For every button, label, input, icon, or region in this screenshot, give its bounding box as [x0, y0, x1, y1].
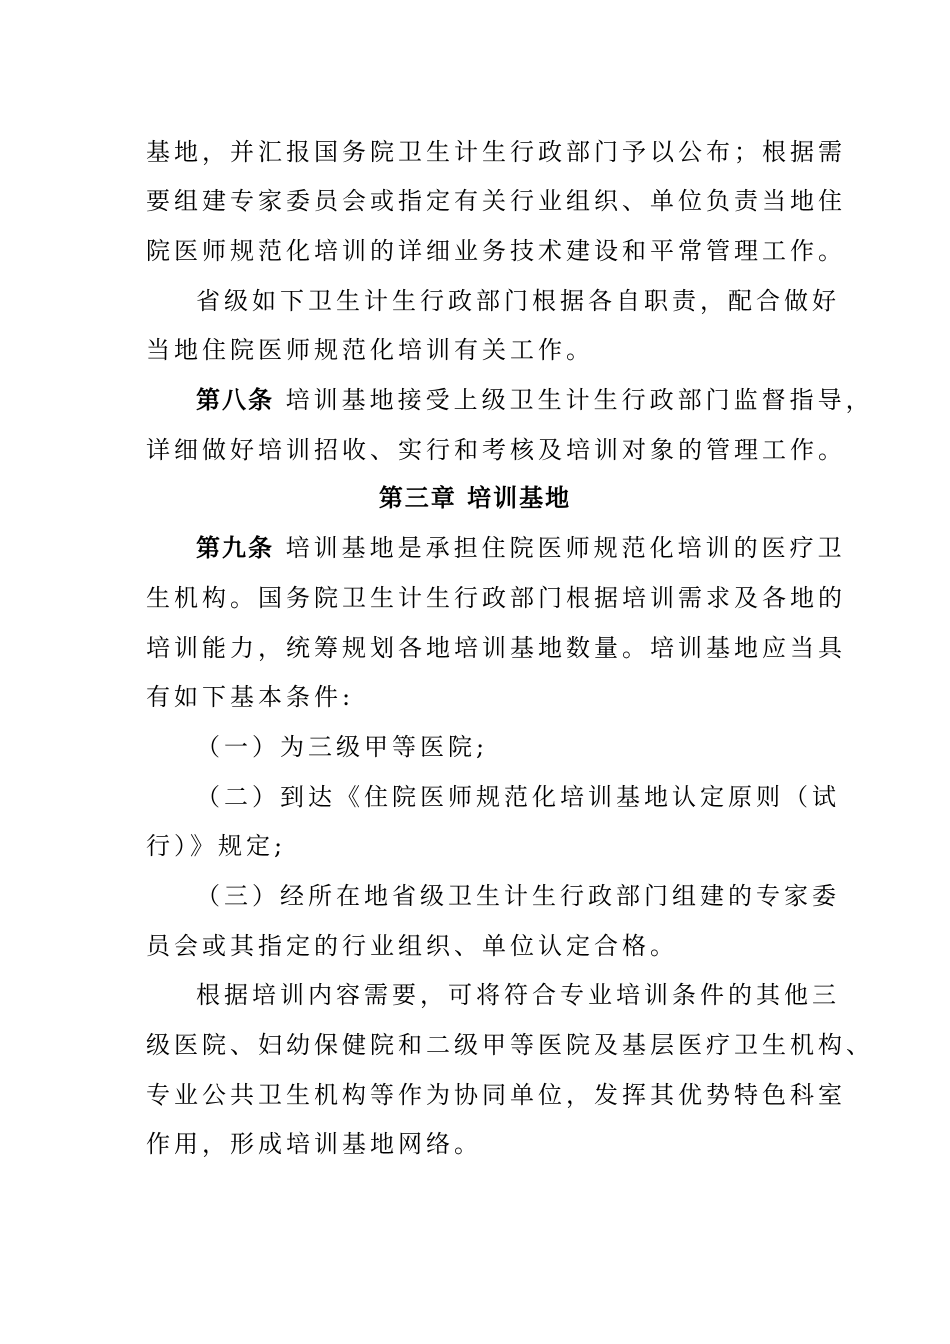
text-line: 培训基地是承担住院医师规范化培训的医疗卫	[285, 534, 846, 562]
text-line: 要组建专家委员会或指定有关行业组织、单位负责当地住	[146, 187, 846, 215]
text-line: 行）》规定;	[146, 832, 287, 860]
text-line: 专业公共卫生机构等作为协同单位，发挥其优势特色科室	[146, 1081, 846, 1109]
text-line: 培训基地接受上级卫生计生行政部门监督指导，	[285, 386, 874, 414]
list-item: （二）到达《住院医师规范化培训基地认定原则（试	[196, 783, 840, 811]
text-line: 级医院、妇幼保健院和二级甲等医院及基层医疗卫生机构、	[146, 1031, 874, 1059]
text-line: 详细做好培训招收、实行和考核及培训对象的管理工作。	[146, 436, 846, 464]
text-line: 员会或其指定的行业组织、单位认定合格。	[146, 932, 678, 960]
list-item: （三）经所在地省级卫生计生行政部门组建的专家委	[196, 882, 840, 910]
text-line: 有如下基本条件:	[146, 683, 355, 711]
list-item: （一）为三级甲等医院;	[196, 733, 489, 761]
article-9-paragraph	[196, 532, 876, 564]
text-line: 作用，形成培训基地网络。	[146, 1130, 482, 1158]
chapter-heading: 第三章 培训基地	[378, 484, 572, 512]
article-8-label: 第八条	[196, 386, 274, 414]
text-line: 省级如下卫生计生行政部门根据各自职责，配合做好	[196, 287, 840, 315]
text-line: 基地，并汇报国务院卫生计生行政部门予以公布；根据需	[146, 138, 846, 166]
article-8-paragraph	[196, 384, 876, 416]
text-line: 培训能力，统筹规划各地培训基地数量。培训基地应当具	[146, 634, 846, 662]
text-line: 当地住院医师规范化培训有关工作。	[146, 336, 594, 364]
article-9-label: 第九条	[196, 534, 274, 562]
text-line: 院医师规范化培训的详细业务技术建设和平常管理工作。	[146, 237, 846, 265]
text-line: 生机构。国务院卫生计生行政部门根据培训需求及各地的	[146, 584, 846, 612]
text-line: 根据培训内容需要，可将符合专业培训条件的其他三	[196, 981, 840, 1009]
